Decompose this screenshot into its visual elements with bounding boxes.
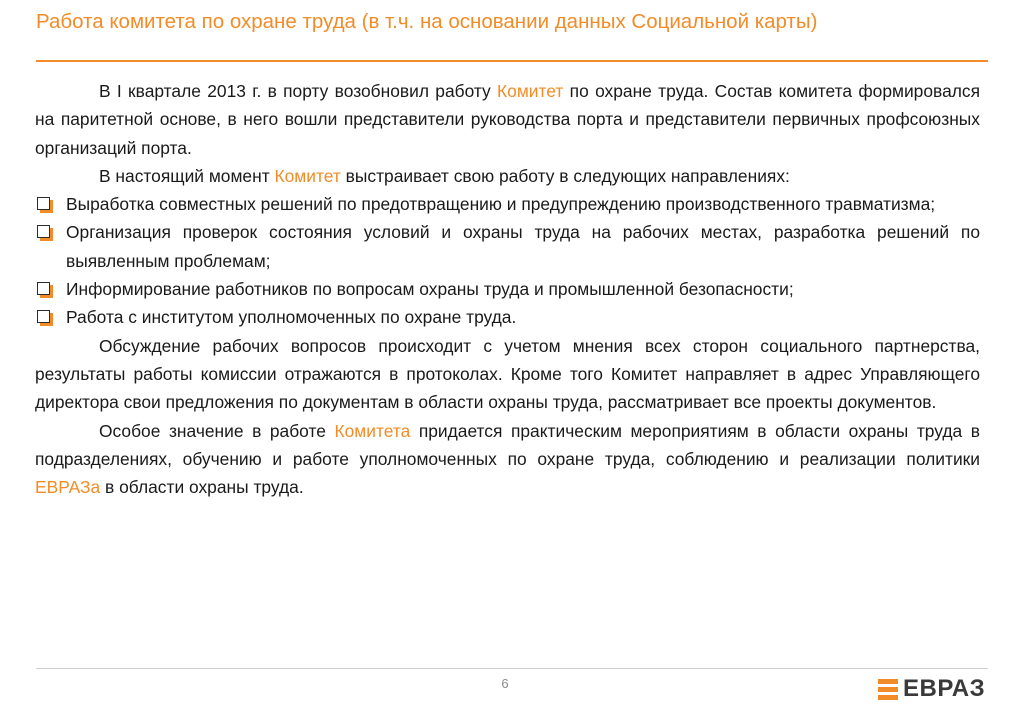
- title-divider: [36, 60, 988, 62]
- text: В I квартале 2013 г. в порту возобновил работу: [99, 81, 498, 101]
- evraz-stripes-logo-icon: [878, 678, 898, 700]
- checkbox-bullet-icon: [37, 197, 50, 210]
- text: придается практическим мероприятиям в области охраны труда в подразделениях, обучению и работе уполномоченных по охране труда, соблюдению и реализации политики: [35, 420, 981, 469]
- text: В настоящий момент: [99, 165, 275, 186]
- list-item-text: Работа с институтом уполномоченных по охране труда.: [66, 307, 517, 328]
- paragraph-committee-resumed: [35, 77, 980, 162]
- text: в области охраны труда.: [100, 477, 304, 498]
- logo-text: ЕВРАЗ: [903, 675, 986, 702]
- highlight-evraz: ЕВРАЗа: [35, 477, 101, 498]
- directions-list: [35, 190, 980, 331]
- list-item-text: Организация проверок состояния условий и охраны труда на рабочих местах, разработка решений по выявленным проблемам;: [66, 222, 980, 271]
- slide-body: [35, 77, 980, 501]
- checkbox-bullet-icon: [37, 310, 50, 323]
- list-item-text: Выработка совместных решений по предотвращению и предупреждению производственного травматизма;: [66, 194, 936, 215]
- slide-title: Работа комитета по охране труда (в т.ч. на основании данных Социальной карты): [36, 10, 818, 33]
- page-number: 6: [501, 676, 509, 691]
- highlight-committee: Комитет: [274, 165, 341, 186]
- footer-divider: [36, 668, 988, 669]
- highlight-committee: Комитет: [497, 81, 564, 101]
- text: выстраивает свою работу в следующих направлениях:: [340, 165, 790, 186]
- paragraph-directions-intro: [35, 162, 980, 190]
- text: по охране труда. Состав комитета формировался на паритетной основе, в него вошли представители руководства порта и представители первичных профсоюзных организаций порта.: [35, 81, 980, 158]
- list-item-text: Информирование работников по вопросам охраны труда и промышленной безопасности;: [66, 279, 794, 300]
- checkbox-bullet-icon: [37, 225, 50, 238]
- highlight-committee: Комитета: [334, 420, 411, 441]
- text: Особое значение в работе: [99, 420, 335, 441]
- list-item: [35, 303, 980, 331]
- checkbox-bullet-icon: [37, 282, 50, 295]
- paragraph-special-importance: [35, 417, 980, 502]
- list-item: [35, 275, 980, 303]
- list-item: [35, 190, 980, 218]
- paragraph-discussion: Обсуждение рабочих вопросов происходит с учетом мнения всех сторон социального партнерства, результаты работы комиссии отражаются в протоколах. Кроме того Комитет направляет в адрес Управляющего директора свои предложения по документам в области охраны труда, рассматривает все проекты документов.: [35, 335, 980, 413]
- list-item: [35, 218, 980, 275]
- evraz-logo: [878, 676, 990, 702]
